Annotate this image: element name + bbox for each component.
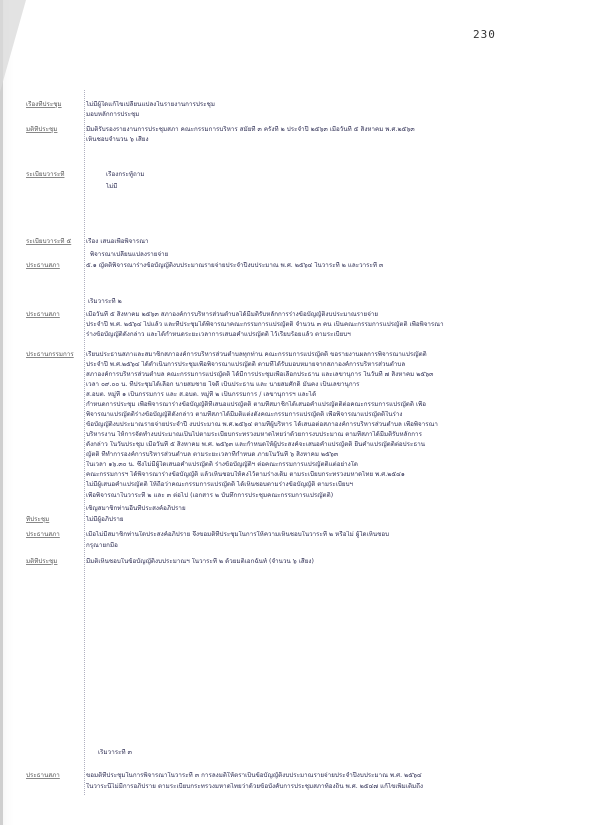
text-line: เรื่องกระทู้ถาม: [106, 171, 145, 178]
page-number: 230: [473, 28, 496, 41]
speaker-label: ประธานสภา: [26, 531, 60, 538]
text-line: สภาองค์การบริหารส่วนตำบล คณะกรรมการแปรญัตติ ได้มีการประชุมเพื่อเลือกประธาน และเลขานุการ ในวันที่ ๗ สิงหาคม ๒๕๖๓: [86, 371, 434, 378]
text-line: ไม่มี: [106, 183, 118, 190]
text-line: กรุณายกมือ: [86, 542, 118, 549]
text-line: พิจารณาแปรญัตติร่างข้อบัญญัติดังกล่าว ตามที่สภาได้มีมติแต่งตั้งคณะกรรมการแปรญัตติ เพื่อพิจารณาแปรญัตติในร่าง: [86, 411, 403, 418]
text-line: ประจำปี พ.ศ. ๒๕๖๔ ไปแล้ว และที่ประชุมได้พิจารณาคณะกรรมการแปรญัตติ จำนวน ๓ คน เป็นคณะกรรมการแปรญัตติ เพื่อพิจารณา: [86, 321, 444, 328]
text-line: ดังกล่าว ในวันประชุม เมื่อวันที่ ๕ สิงหาคม พ.ศ. ๒๕๖๓ และกำหนดให้ผู้ประสงค์จะเสนอคำแปรญัตติ ยื่นคำแปรญัตติต่อประธาน: [86, 441, 426, 448]
text-line: ไม่มีผู้ใดแก้ไขเปลี่ยนแปลงในรายงานการประชุม: [86, 101, 215, 108]
text-line: ร่างข้อบัญญัติดังกล่าว และได้กำหนดระยะเวลาการเสนอคำแปรญัตติ ไว้เรียบร้อยแล้ว ตามระเบียบฯ: [86, 331, 351, 338]
text-line: กำหนดการประชุม เพื่อพิจารณาร่างข้อบัญญัติที่เสนอแปรญัตติ ตามที่สมาชิกได้เสนอคำแปรญัตติต่อคณะกรรมการแปรญัตติ เพื่อ: [86, 401, 427, 408]
page-fold-corner: [0, 0, 26, 92]
text-line: ข้อบัญญัติงบประมาณรายจ่ายประจำปี งบประมาณ พ.ศ.๒๕๖๔ ตามที่ผู้บริหาร ได้เสนอต่อสภาองค์การบริหารส่วนตำบล เพื่อพิจารณา: [86, 421, 438, 428]
text-line: ญัตติ ที่ทำการองค์การบริหารส่วนตำบล ตามระยะเวลาที่กำหนด ภายในวันที่ ๖ สิงหาคม ๒๕๖๓: [86, 451, 339, 458]
text-line: เริ่มวาระที่ ๓: [98, 749, 132, 756]
text-line: ในวาระนี้ไม่มีการอภิปราย ตามระเบียบกระทรวงมหาดไทยว่าด้วยข้อบังคับการประชุมสภาท้องถิ่น พ.ศ. ๒๕๔๗ แก้ไขเพิ่มเติมถึง: [86, 783, 424, 790]
speaker-label: มติที่ประชุม: [26, 126, 58, 133]
text-line: มอบหลักการประชุม: [86, 111, 140, 118]
text-line: มีมติรับรองรายงานการประชุมสภา คณะกรรมการบริหาร สมัยที่ ๓ ครั้งที่ ๒ ประจำปี ๒๕๖๓ เมื่อวันที่ ๕ สิงหาคม พ.ศ.๒๕๖๓: [86, 126, 415, 133]
text-line: มีมติเห็นชอบในข้อบัญญัติงบประมาณฯ ในวาระที่ ๒ ด้วยมติเอกฉันท์ (จำนวน ๖ เสียง): [86, 558, 314, 565]
text-line: เวลา ๐๙.๐๐ น. ที่ประชุมได้เลือก นายสมชาย ใจดี เป็นประธาน และ นายสมศักดิ์ มั่นคง เป็นเลขานุการ: [86, 381, 360, 388]
text-line: ประจำปี พ.ศ.๒๕๖๔ ได้ดำเนินการประชุมเพื่อพิจารณาแปรญัตติ ตามที่ได้รับมอบหมายจากสภาองค์การบริหารส่วนตำบล: [86, 361, 406, 368]
speaker-label: ที่ประชุม: [26, 516, 50, 523]
text-line: ๕.๑ ญัตติพิจารณาร่างข้อบัญญัติงบประมาณรายจ่ายประจำปีงบประมาณ พ.ศ. ๒๕๖๔ ในวาระที่ ๒ และวาระที่ ๓: [86, 262, 384, 269]
speaker-label: ประธานสภา: [26, 772, 60, 779]
text-line: บริหารงาน ให้การจัดทำงบประมาณเป็นไปตามระเบียบกระทรวงมหาดไทยว่าด้วยการงบประมาณ ตามที่สภาได้มีมติรับหลักการ: [86, 431, 422, 438]
text-line: เพื่อพิจารณาในวาระที่ ๒ และ ๓ ต่อไป (เอกสาร ๒ บันทึกการประชุมคณะกรรมการแปรญัตติ): [86, 492, 334, 499]
text-line: เห็นชอบจำนวน ๖ เสียง: [86, 136, 149, 143]
text-line: เริ่มวาระที่ ๒: [88, 298, 122, 305]
text-line: ไม่มีผู้เสนอคำแปรญัตติ ให้ถือว่าคณะกรรมการแปรญัตติ ได้เห็นชอบตามร่างข้อบัญญัติ ตามระเบียบฯ: [86, 481, 354, 488]
text-line: เรื่อง เสนอเพื่อพิจารณา: [86, 238, 149, 245]
speaker-label: ประธานสภา: [26, 311, 60, 318]
text-line: เรียนประธานสภาและสมาชิกสภาองค์การบริหารส่วนตำบลทุกท่าน คณะกรรมการแปรญัตติ ขอรายงานผลการพิจารณาแปรญัตติ: [86, 351, 427, 358]
text-line: พิจารณาเปลี่ยนแปลงรายจ่าย: [90, 251, 169, 258]
text-line: ไม่มีผู้อภิปราย: [86, 516, 124, 523]
text-line: เมื่อวันที่ ๕ สิงหาคม ๒๕๖๓ สภาองค์การบริหารส่วนตำบลได้มีมติรับหลักการร่างข้อบัญญัติงบประมาณรายจ่าย: [86, 311, 379, 318]
text-line: ในเวลา ๑๖.๓๐ น. ซึ่งไม่มีผู้ใดเสนอคำแปรญัตติ ร่างข้อบัญญัติฯ ต่อคณะกรรมการแปรญัตติแต่อย่างใด: [86, 461, 358, 468]
speaker-label: มติที่ประชุม: [26, 558, 58, 565]
text-line: คณะกรรมการฯ ได้พิจารณาร่างข้อบัญญัติ แล้วเห็นชอบให้คงไว้ตามร่างเดิม ตามระเบียบกระทรวงมหาดไทย พ.ศ.๒๕๔๑: [86, 471, 405, 478]
speaker-label: ประธานสภา: [26, 262, 60, 269]
page-edge-shadow: [0, 0, 3, 825]
speaker-label: ระเบียบวาระที่: [26, 171, 65, 178]
text-line: ขอมติที่ประชุมในการพิจารณาในวาระที่ ๓ การลงมติให้ตราเป็นข้อบัญญัติงบประมาณรายจ่ายประจำปีงบประมาณ พ.ศ. ๒๕๖๔: [86, 772, 422, 779]
speaker-label: ระเบียบวาระที่ ๕: [26, 238, 72, 245]
margin-rule: [84, 90, 85, 795]
text-line: ส.อบต. หมู่ที่ ๑ เป็นกรรมการ และ ส.อบต. หมู่ที่ ๒ เป็นกรรมการ / เลขานุการฯ และได้: [86, 391, 317, 398]
text-line: เชิญสมาชิกท่านอื่นที่ประสงค์อภิปราย: [86, 505, 186, 512]
speaker-label: ประธานกรรมการ: [26, 351, 74, 358]
speaker-label: เรื่องที่ประชุม: [26, 101, 62, 108]
text-line: เมื่อไม่มีสมาชิกท่านใดประสงค์อภิปราย จึงขอมติที่ประชุมในการให้ความเห็นชอบในวาระที่ ๒ หรือไม่ ผู้ใดเห็นชอบ: [86, 531, 390, 538]
